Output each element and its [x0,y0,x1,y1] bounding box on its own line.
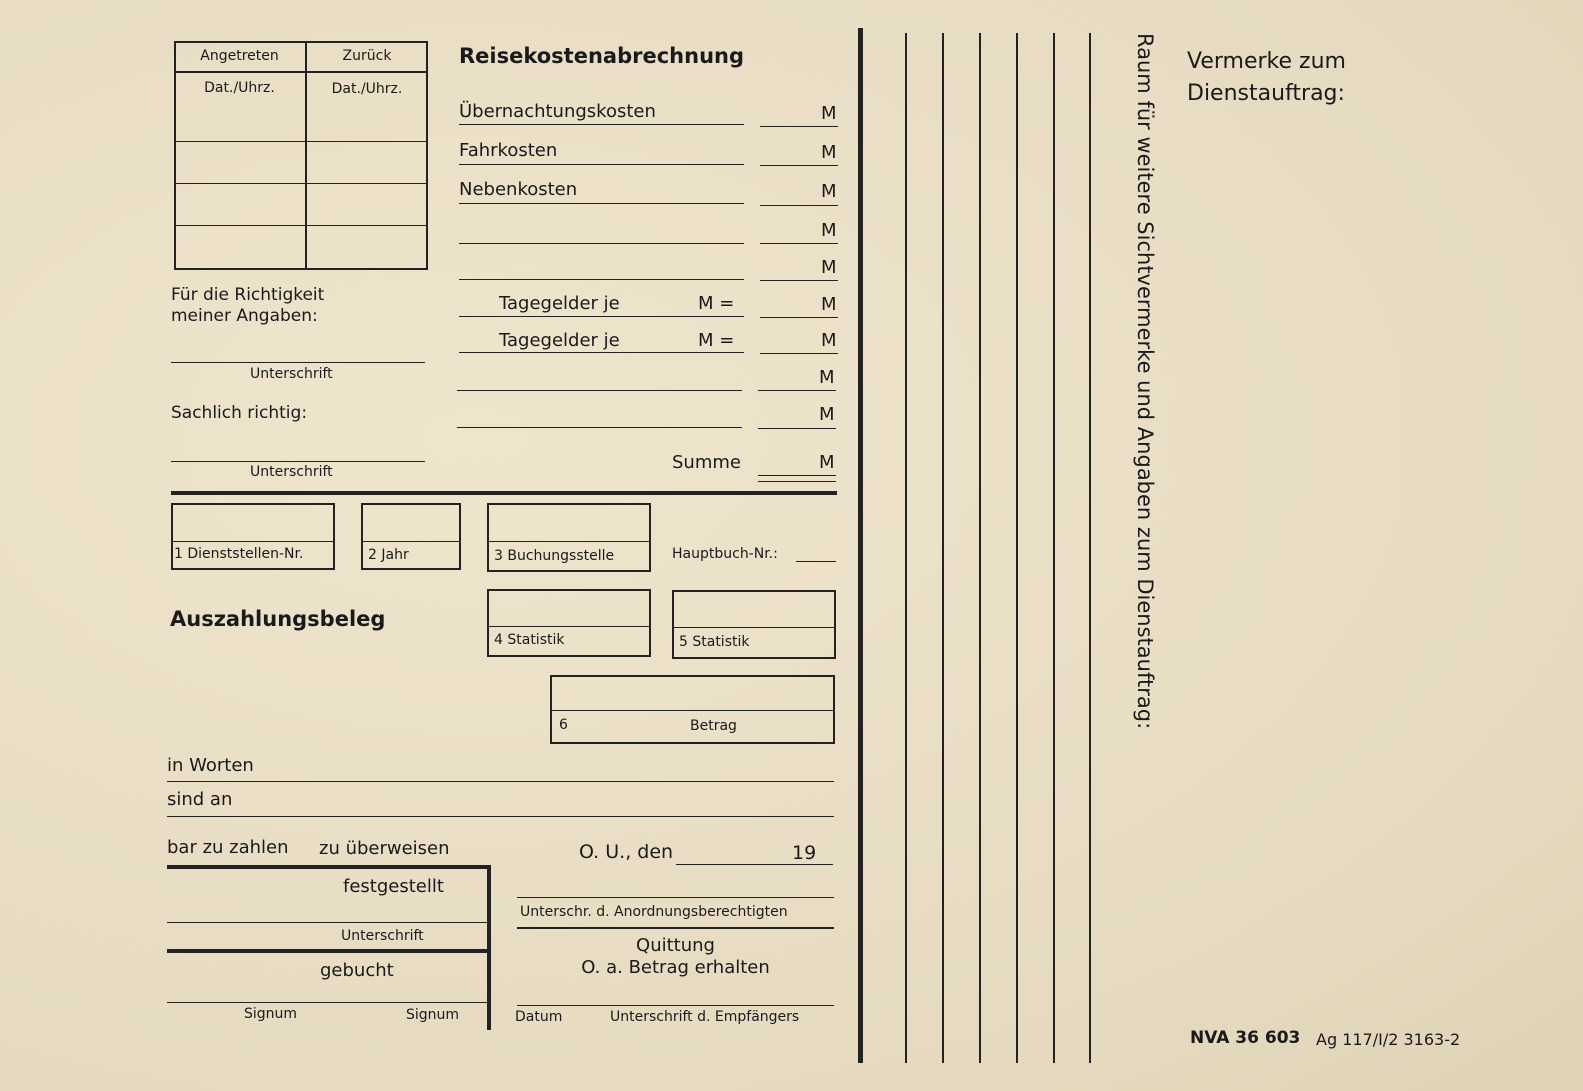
ledger-label: Hauptbuch-Nr.: [672,546,778,562]
year-prefix: 19 [792,842,817,864]
col-header-departed: Angetreten [200,48,279,64]
recipient-line[interactable] [517,1005,834,1006]
date-line[interactable] [676,864,833,865]
authorized-signature-label: Unterschr. d. Anordnungsberechtigten [520,904,788,920]
currency-m-2: M [821,142,837,163]
col-header-returned: Zurück [342,48,392,64]
amount-box-label: Betrag [690,718,737,734]
expense-line-4[interactable] [459,243,744,244]
place-date-label: O. U., den [579,841,674,863]
voucher-title: Auszahlungsbeleg [170,607,386,631]
form-number: NVA 36 603 [1190,1028,1301,1048]
per-diem-m-2: M = [698,330,735,351]
paid-to-label: sind an [167,789,233,810]
sum-double-line [758,481,836,482]
form-code: Ag 117/I/2 3163-2 [1316,1030,1461,1049]
signum-label-2: Signum [406,1007,460,1023]
paid-to-line[interactable] [167,816,834,817]
ledger-line[interactable] [796,561,836,562]
expense-line-travel[interactable] [459,164,744,165]
column-rule-2 [942,33,944,1063]
per-diem-m-1: M = [698,293,735,314]
amount-line-7[interactable] [760,353,838,354]
per-diem-line-1[interactable] [459,316,744,317]
correctness-line-2: meiner Angaben: [171,306,318,326]
expense-line-8[interactable] [457,390,742,391]
determined-signature-label: Unterschrift [341,928,424,944]
amount-line-2[interactable] [760,165,838,166]
column-rule-1 [905,33,907,1063]
expenses-title: Reisekostenabrechnung [459,44,744,68]
authorized-line[interactable] [517,897,834,898]
col-sub-datetime-2: Dat./Uhrz. [331,81,403,97]
returned-cell-1[interactable] [308,100,425,140]
booked-line[interactable] [167,1002,487,1003]
in-words-line[interactable] [167,781,834,782]
notes-title-1: Vermerke zum [1187,49,1346,74]
receipt-title: Quittung [636,935,715,956]
expense-line-9[interactable] [457,427,742,428]
determined-line[interactable] [167,922,487,923]
amount-line-5[interactable] [760,280,838,281]
office-number-label: 1 Dienststellen-Nr. [174,546,304,562]
notes-title-2: Dienstauftrag: [1187,81,1345,106]
date-label: Datum [515,1009,563,1025]
expense-line-incidentals[interactable] [459,203,744,204]
vertical-note: Raum für weitere Sichtvermerke und Angaben zum Dienstauftrag: [1133,33,1157,730]
column-rule-4 [1016,33,1018,1063]
column-rule-3 [979,33,981,1063]
recipient-signature-label: Unterschrift d. Empfängers [610,1009,800,1025]
expense-line-5[interactable] [459,279,744,280]
notes-area[interactable] [1185,120,1525,1000]
signature-label-1: Unterschrift [250,366,333,382]
per-diem-line-2[interactable] [459,352,744,353]
transfer-option[interactable]: zu überweisen [319,838,450,859]
currency-m-8: M [819,367,835,388]
main-divider [858,28,863,1063]
expense-label-incidentals: Nebenkosten [459,179,578,200]
amount-line-6[interactable] [760,317,838,318]
column-rule-5 [1053,33,1055,1063]
col-sub-datetime-1: Dat./Uhrz. [204,80,275,96]
signature-line-2[interactable] [171,461,425,462]
currency-m-1: M [821,103,837,124]
per-diem-label-2: Tagegelder je [499,330,620,351]
departed-cell-1[interactable] [177,100,302,140]
expense-line-lodging[interactable] [459,124,744,125]
currency-m-7: M [821,330,837,351]
section-separator [171,491,837,495]
amount-line-9[interactable] [758,428,836,429]
factual-correct-label: Sachlich richtig: [171,403,308,423]
cash-option[interactable]: bar zu zahlen [167,837,289,858]
amount-line-8[interactable] [758,390,836,391]
per-diem-label-1: Tagegelder je [499,293,620,314]
amount-line-1[interactable] [760,126,838,127]
currency-m-6: M [821,294,837,315]
currency-m-4: M [821,220,837,241]
amount-line-3[interactable] [760,205,838,206]
amount-line-4[interactable] [760,243,838,244]
year-label: 2 Jahr [368,547,409,563]
column-rule-6 [1089,33,1091,1063]
currency-m-3: M [821,181,837,202]
currency-m-sum: M [819,452,835,473]
signum-label-1: Signum [244,1006,298,1022]
statistics-label-4: 4 Statistik [494,632,565,648]
correctness-line-1: Für die Richtigkeit [171,285,325,305]
amount-box-number: 6 [559,717,568,733]
dates-table [174,41,428,270]
signature-line-1[interactable] [171,362,425,363]
signature-label-2: Unterschrift [250,464,333,480]
currency-m-5: M [821,257,837,278]
sum-line[interactable] [758,475,836,476]
expense-label-travel: Fahrkosten [459,140,558,161]
booked-label: gebucht [320,960,394,981]
currency-m-9: M [819,404,835,425]
expense-label-lodging: Übernachtungskosten [459,101,656,122]
receipt-text: O. a. Betrag erhalten [581,957,770,978]
booking-office-label: 3 Buchungsstelle [494,548,615,564]
statistics-label-5: 5 Statistik [679,634,750,650]
in-words-label: in Worten [167,755,254,776]
determined-label: festgestellt [343,876,444,897]
sum-label: Summe [672,452,741,473]
